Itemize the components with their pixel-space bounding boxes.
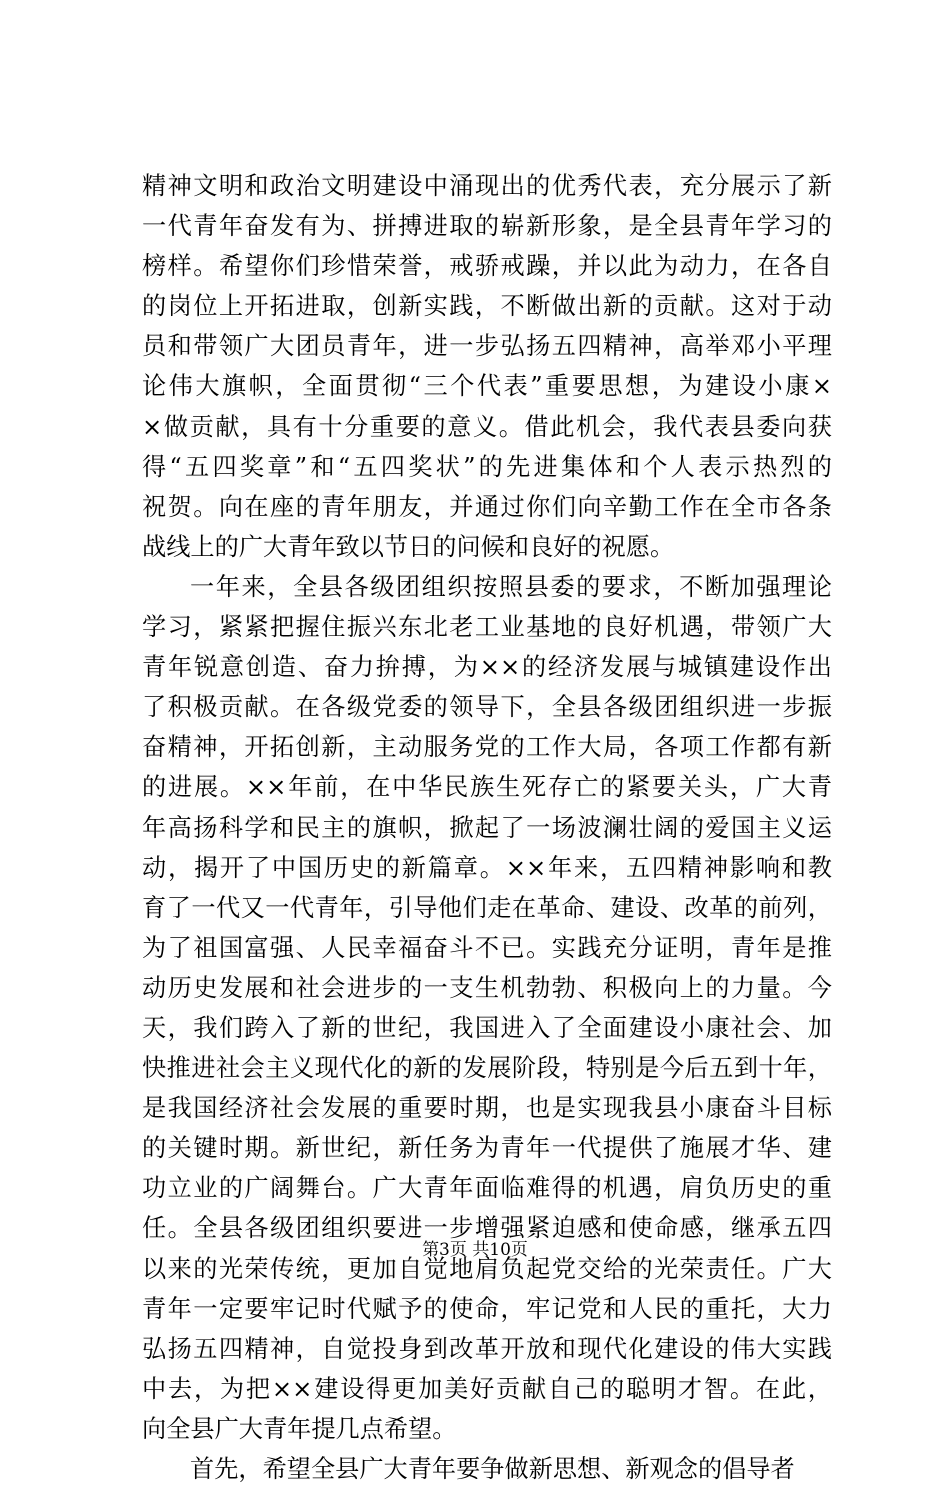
text-line: 功立业的广阔舞台。广大青年面临难得的机遇，肩负历史的重 bbox=[142, 1174, 832, 1203]
text-line: 快推进社会主义现代化的新的发展阶段，特别是今后五到十年， bbox=[142, 1054, 832, 1083]
text-line: 论伟大旗帜，全面贯彻“三个代表”重要思想，为建设小康× bbox=[142, 372, 832, 401]
text-line: 弘扬五四精神，自觉投身到改革开放和现代化建设的伟大实践 bbox=[142, 1334, 832, 1363]
text-line: 年高扬科学和民主的旗帜，掀起了一场波澜壮阔的爱国主义运 bbox=[142, 813, 832, 842]
text-line: 榜样。希望你们珍惜荣誉，戒骄戒躁，并以此为动力，在各自 bbox=[142, 252, 832, 281]
text-line: 中去，为把××建设得更加美好贡献自己的聪明才智。在此， bbox=[142, 1374, 832, 1403]
text-line: 祝贺。向在座的青年朋友，并通过你们向辛勤工作在全市各条 bbox=[142, 492, 832, 521]
text-line: 学习，紧紧把握住振兴东北老工业基地的良好机遇，带领广大 bbox=[142, 613, 832, 642]
text-line: 精神文明和政治文明建设中涌现出的优秀代表，充分展示了新 bbox=[142, 172, 832, 200]
text-line: 天，我们跨入了新的世纪，我国进入了全面建设小康社会、加 bbox=[142, 1013, 832, 1042]
text-line: 奋精神，开拓创新，主动服务党的工作大局，各项工作都有新 bbox=[142, 733, 832, 762]
text-line: 一年来，全县各级团组织按照县委的要求，不断加强理论 bbox=[190, 572, 832, 601]
text-line: 了积极贡献。在各级党委的领导下，全县各级团组织进一步振 bbox=[142, 693, 832, 722]
text-line: 动历史发展和社会进步的一支生机勃勃、积极向上的力量。今 bbox=[142, 973, 832, 1002]
text-line: 首先，希望全县广大青年要争做新思想、新观念的倡导者 bbox=[190, 1455, 795, 1483]
body-text bbox=[142, 166, 832, 1489]
text-line: 的进展。××年前，在中华民族生死存亡的紧要关头，广大青 bbox=[142, 773, 832, 802]
text-line: 一代青年奋发有为、拼搏进取的崭新形象，是全县青年学习的 bbox=[142, 212, 832, 241]
text-line: 育了一代又一代青年，引导他们走在革命、建设、改革的前列， bbox=[142, 893, 832, 922]
text-line: 的关键时期。新世纪，新任务为青年一代提供了施展才华、建 bbox=[142, 1134, 832, 1163]
text-line: 战线上的广大青年致以节日的问候和良好的祝愿。 bbox=[142, 532, 675, 561]
text-line: 青年锐意创造、奋力拚搏，为××的经济发展与城镇建设作出 bbox=[142, 653, 832, 682]
text-line: 的岗位上开拓进取，创新实践，不断做出新的贡献。这对于动 bbox=[142, 292, 832, 321]
text-line: 为了祖国富强、人民幸福奋斗不已。实践充分证明，青年是推 bbox=[142, 933, 832, 962]
text-line: 以来的光荣传统，更加自觉地肩负起党交给的光荣责任。广大 bbox=[142, 1254, 832, 1283]
text-line: ×做贡献，具有十分重要的意义。借此机会，我代表县委向获 bbox=[142, 412, 832, 441]
text-line: 任。全县各级团组织要进一步增强紧迫感和使命感，继承五四 bbox=[142, 1214, 832, 1243]
text-line: 得“五四奖章”和“五四奖状”的先进集体和个人表示热烈的 bbox=[142, 452, 832, 481]
text-line: 向全县广大青年提几点希望。 bbox=[142, 1414, 457, 1443]
text-line: 动，揭开了中国历史的新篇章。××年来，五四精神影响和教 bbox=[142, 853, 832, 882]
text-line: 青年一定要牢记时代赋予的使命，牢记党和人民的重托，大力 bbox=[142, 1294, 832, 1323]
text-line: 是我国经济社会发展的重要时期，也是实现我县小康奋斗目标 bbox=[142, 1094, 832, 1123]
text-line: 员和带领广大团员青年，进一步弘扬五四精神，高举邓小平理 bbox=[142, 332, 832, 361]
page-footer: 第3页 共10页 bbox=[422, 1240, 528, 1260]
